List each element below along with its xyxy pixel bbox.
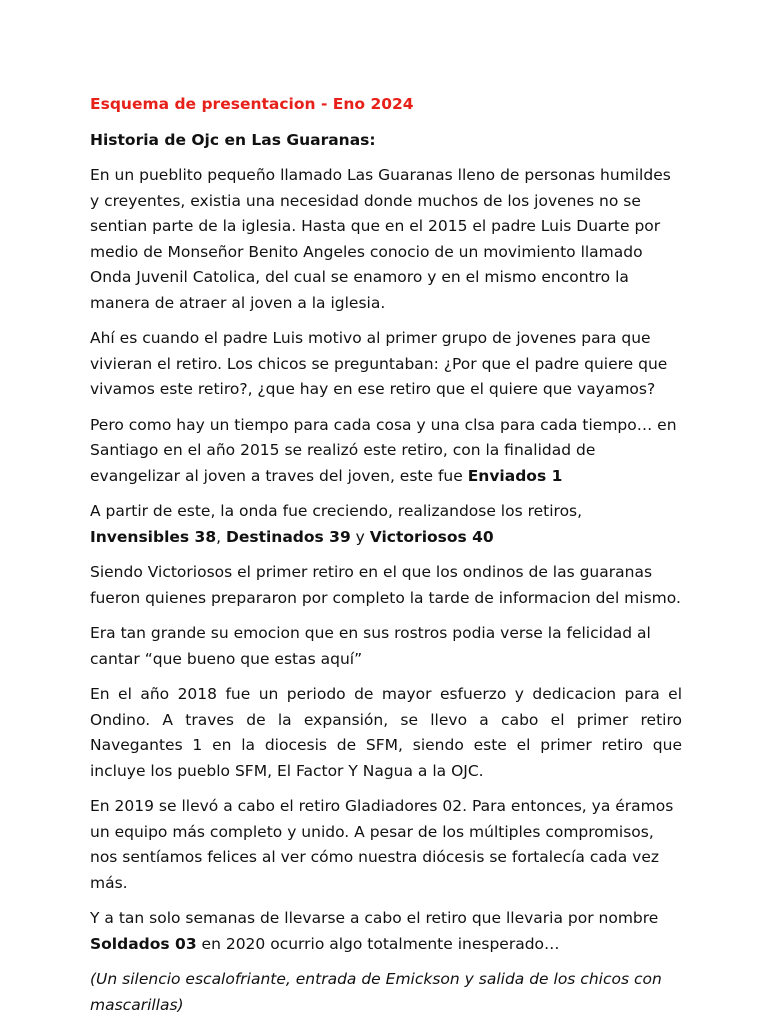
paragraph-9-text-2: en 2020 ocurrio algo totalmente inesperado… (196, 934, 560, 953)
paragraph-4-text: A partir de este, la onda fue creciendo, realizandose los retiros, (90, 502, 583, 520)
document-title: Esquema de presentacion - Eno 2024 (90, 95, 414, 113)
document-subtitle: Historia de Ojc en Las Guaranas: (90, 130, 376, 149)
paragraph-3 (90, 413, 682, 490)
retreat-name-invensibles: Invensibles 38 (90, 527, 217, 546)
retreat-name-destinados: Destinados 39 (225, 527, 351, 546)
paragraph-1: En un pueblito pequeño llamado Las Guaranas lleno de personas humildes y creyentes, existia una necesidad donde muchos de los jovenes no se sentian parte de la iglesia. Hasta que en el 2015 el padre Luis Duarte por medio de Monseñor Benito Angeles conocio de un movimiento llamado Onda Juvenil Catolica, del cual se enamoro y en el mismo encontro la manera de atraer al joven a la iglesia. (90, 166, 671, 312)
retreat-name-soldados: Soldados 03 (90, 934, 197, 953)
paragraph-3-text: Pero como hay un tiempo para cada cosa y una clsa para cada tiempo… en Santiago en el año 2015 se realizó este retiro, con la finalidad de evangelizar al joven a traves del joven, este fue (90, 415, 677, 485)
paragraph-4 (90, 499, 682, 550)
document-page (90, 92, 682, 1028)
retreat-name-enviados: Enviados 1 (467, 466, 563, 485)
paragraph-4-sep-2: y (350, 527, 370, 546)
retreat-name-victoriosos: Victoriosos 40 (369, 527, 494, 546)
paragraph-5: Siendo Victoriosos el primer retiro en el que los ondinos de las guaranas fueron quienes prepararon por completo la tarde de informacion del mismo. (90, 563, 681, 607)
paragraph-9 (90, 906, 682, 957)
paragraph-8: En 2019 se llevó a cabo el retiro Gladiadores 02. Para entonces, ya éramos un equipo más completo y unido. A pesar de los múltiples compromisos, nos sentíamos felices al ver cómo nuestra diócesis se fortalecía cada vez más. (90, 797, 674, 892)
paragraph-4-sep-1: , (216, 527, 226, 546)
paragraph-9-text-1: Y a tan solo semanas de llevarse a cabo el retiro que llevaria por nombre (90, 909, 659, 927)
paragraph-10 (90, 967, 682, 1018)
paragraph-7: En el año 2018 fue un periodo de mayor esfuerzo y dedicacion para el Ondino. A traves de la expansión, se llevo a cabo el primer retiro Navegantes 1 en la diocesis de SFM, siendo este el primer retiro que incluye los pueblo SFM, El Factor Y Nagua a la OJC. (90, 685, 682, 780)
stage-direction: (Un silencio escalofriante, entrada de Emickson y salida de los chicos con mascarillas) (90, 970, 662, 1014)
paragraph-2: Ahí es cuando el padre Luis motivo al primer grupo de jovenes para que vivieran el retiro. Los chicos se preguntaban: ¿Por que el padre quiere que vivamos este retiro?, ¿que hay en ese retiro que el quiere que vayamos? (90, 329, 668, 398)
paragraph-6: Era tan grande su emocion que en sus rostros podia verse la felicidad al cantar “que bueno que estas aquí” (90, 624, 651, 668)
